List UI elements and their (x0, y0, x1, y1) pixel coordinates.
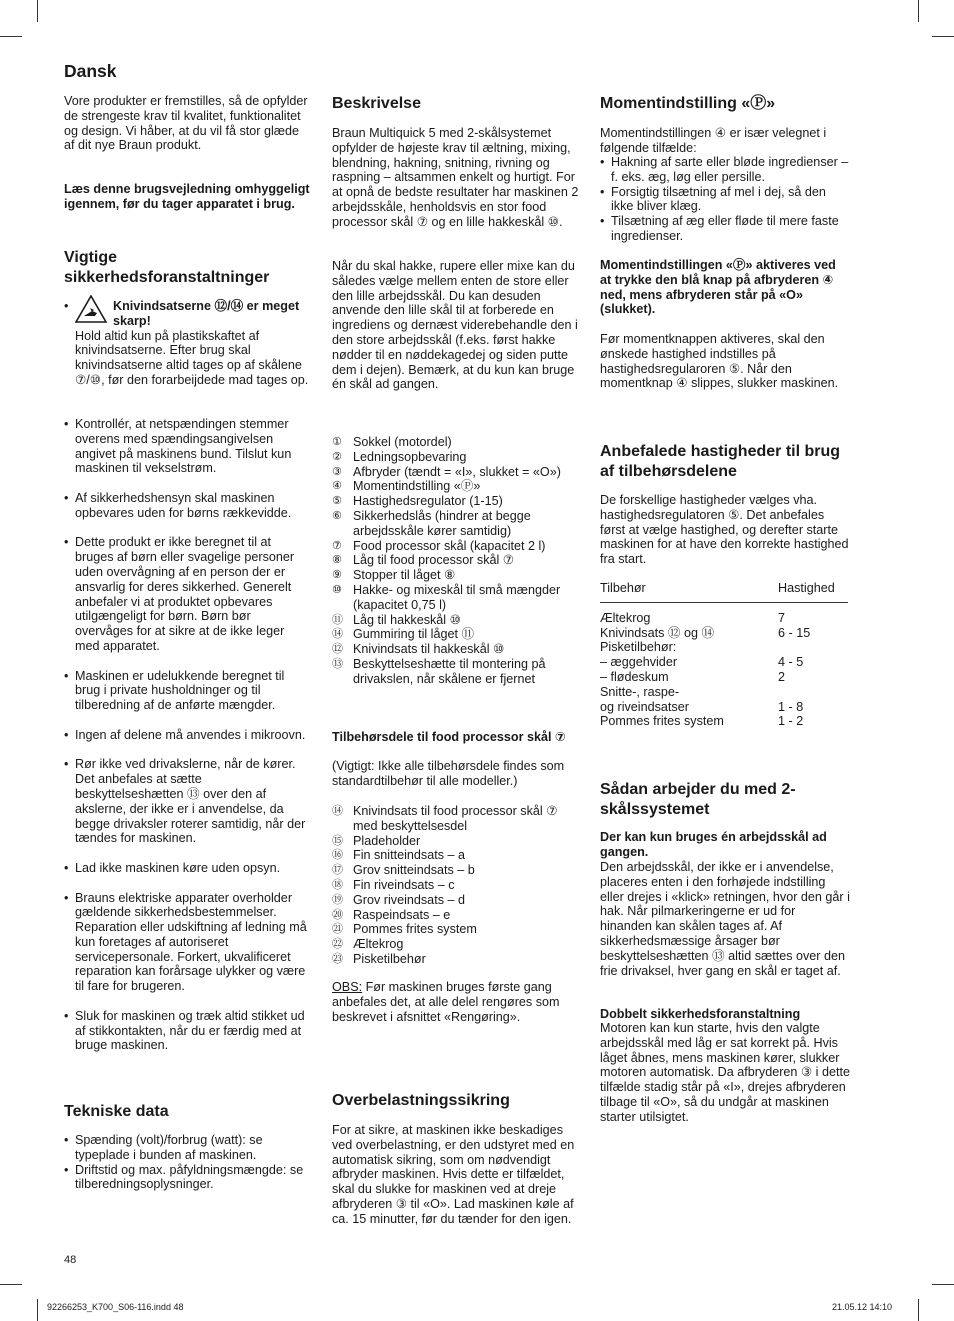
table-row: – æggehvider 4 - 5 (600, 655, 804, 670)
speed-heading: Anbefalede hastigheder til brug af tilbehørsdelene (600, 443, 841, 480)
page-number: 48 (64, 1254, 77, 1266)
list-item: ⑨ Stopper til låget ⑧ (332, 568, 456, 583)
crop-mark (0, 1284, 22, 1285)
accessories-note: (Vigtigt: Ikke alle tilbehørsdele findes som standardtilbehør til alle modeller.) (332, 759, 565, 788)
obs-note (332, 980, 580, 1024)
table-row: Pisketilbehør: (600, 640, 677, 655)
warning-text: Hold altid kun på plastikskaftet af knivindsatserne. Efter brug skal knivindsatserne altid tages op af skålene ⑦/⑩, før den forarbeijdede mad tages op. (75, 328, 309, 387)
list-item: ⑱ Fin riveindsats – c (332, 877, 455, 892)
obs-label: OBS: (332, 980, 363, 994)
description-text-2: Når du skal hakke, rupere eller mixe kan du således vælge mellem enten de store eller den lille arbejdsskål. Du kan desuden anvende den lille skål til at forberede en ingrediens og dernæst viderebehandle den i den store arbejdsskål (f.eks. først hakke nødder til en nøddekagedej og siden putte dem i dejen). Bemærk, at du kun kan bruge én skål ad gangen. (332, 259, 578, 392)
table-row: Æltekrog 7 (600, 610, 786, 625)
list-item: • Af sikkerhedshensyn skal maskinen opbevares uden for børns rækkevidde. (64, 491, 312, 521)
list-item: • Ingen af delene må anvendes i mikroovn. (64, 728, 312, 743)
overload-heading: Overbelastningssikring (332, 1092, 510, 1109)
accessory-list (332, 804, 580, 967)
file-info: 92266253_K700_S06-116.indd 48 (47, 1302, 184, 1312)
date-info: 21.05.12 14:10 (832, 1302, 893, 1312)
warning-title: Knivindsatserne ⑫/⑭ er meget skarp! (113, 299, 300, 328)
warning-triangle-icon (75, 295, 107, 323)
list-item: ⑤ Hastighedsregulator (1-15) (332, 494, 503, 509)
list-item: • Rør ikke ved drivakslerne, når de kører. Det anbefales at sætte beskyttelseshætten ⑬ over den af akslerne, der ikke er i anvendelse, da begge drivaksler roterer samtidig, når der tændes for maskinen. (64, 757, 312, 846)
double-safety-heading: Dobbelt sikkerhedsforanstaltning (600, 1007, 801, 1021)
list-item: ⑪ Låg til hakkeskål ⑩ (332, 612, 461, 627)
list-item: ② Ledningsopbevaring (332, 449, 467, 464)
list-item: • Lad ikke maskinen køre uden opsyn. (64, 861, 312, 876)
moment-intro: Momentindstillingen ④ er især velegnet i følgende tilfælde: (600, 126, 827, 155)
list-item: ⑮ Pladeholder (332, 833, 421, 848)
safety-heading: Vigtige sikkerhedsforanstaltninger (64, 249, 270, 286)
moment-text: Før momentknappen aktiveres, skal den ønskede hastighed indstilles på hastighedsregularoren ⑤. Når den momentknap ④ slippes, slukker maskinen. (600, 332, 839, 391)
list-item: ⑩ Hakke- og mixeskål til små mængder (kapacitet 0,75 l) (332, 582, 561, 612)
double-safety-text: Motoren kan kun starte, hvis den valgte arbejdsskål med låg er sat korrekt på. Hvis låget åbnes, mens maskinen kører, slukker motoren automatisk. Da afbryderen ③ i dette tilfælde stadig står på «I», drejes afbryderen tilbage til «O», så du undgår at maskinen starter utilsigtet. (600, 1021, 850, 1124)
crop-mark (37, 1299, 38, 1321)
list-item: • Kontrollér, at netspændingen stemmer overens med spændingsangivelsen angivet på maskinens bund. Tilslut kun maskinen til vekselstrøm. (64, 417, 312, 476)
list-item: ⑲ Grov riveindsats – d (332, 892, 465, 907)
speed-table (600, 581, 848, 729)
list-item: • Forsigtig tilsætning af mel i dej, så den ikke bliver klæg. (600, 185, 850, 215)
tech-heading: Tekniske data (64, 1103, 169, 1120)
read-notice: Læs denne brugsvejledning omhyggeligt igennem, før du tager apparatet i brug. (64, 182, 310, 211)
list-item: ⑫ Knivindsats til hakkeskål ⑩ (332, 642, 505, 657)
crop-mark (932, 1284, 954, 1285)
crop-mark (918, 0, 919, 22)
list-item: ⑳ Raspeindsats – e (332, 907, 451, 922)
crop-mark (918, 1299, 919, 1321)
list-item: ⑬ Beskyttelseshætte til montering på drivakslen, når skålene er fjernet (332, 656, 546, 686)
list-item: • Sluk for maskinen og træk altid stikket ud af stikkontakten, når du er færdig med at bruge maskinen. (64, 1009, 312, 1053)
column-header-speed: Hastighed (778, 581, 848, 602)
list-item: ④ Momentindstilling «Ⓟ» (332, 479, 481, 494)
parts-list (332, 435, 580, 687)
list-item: • Hakning af sarte eller bløde ingredienser – f. eks. æg, løg eller persille. (600, 155, 850, 185)
table-row: og riveindsatser 1 - 8 (600, 699, 804, 714)
table-row: Snitte-, raspe- (600, 684, 680, 699)
list-item: • Maskinen er udelukkende beregnet til brug i private husholdninger og til tilberedning af de anførte mængder. (64, 669, 312, 713)
table-row: – flødeskum 2 (600, 669, 786, 684)
list-item: • Brauns elektriske apparater overholder gældende sikkerhedsbestemmelser. Reparation eller udskiftning af ledning må kun foretages af autoriseret servicepersonale. Forkert, ukvalificeret reparation kan forårsage ulykker og være til fare for brugeren. (64, 891, 312, 995)
list-item: ③ Afbryder (tændt = «I», slukket = «O») (332, 464, 561, 479)
accessories-heading: Tilbehørsdele til food processor skål ⑦ (332, 730, 566, 744)
list-item: ㉓ Pisketilbehør (332, 951, 426, 966)
moment-heading: Momentindstilling «Ⓟ» (600, 95, 776, 112)
obs-text: Før maskinen bruges første gang anbefales det, at alle delel rengøres som beskrevet i afsnittet «Rengøring». (332, 980, 560, 1024)
list-item: ⑰ Grov snitteindsats – b (332, 863, 475, 878)
speed-text: De forskellige hastigheder vælges vha. hastighedsregulatoren ⑤. Det anbefales først at vælge hastighed, og derefter starte maskinen for at have den korrekte hastighed fra start. (600, 493, 849, 567)
list-item: • Tilsætning af æg eller fløde til mere faste ingredienser. (600, 214, 850, 244)
table-row: Pommes frites system 1 - 2 (600, 714, 804, 729)
tech-list (64, 1133, 312, 1192)
list-item: • Spænding (volt)/forbrug (watt): se typeplade i bunden af maskinen. (64, 1133, 312, 1163)
crop-mark (0, 36, 22, 37)
page-title: Dansk (64, 61, 117, 81)
list-item: ① Sokkel (motordel) (332, 435, 452, 449)
list-item: ⑦ Food processor skål (kapacitet 2 l) (332, 538, 546, 553)
warning-item: • Knivindsatserne ⑫/⑭ er meget skarp! Hold altid kun på plastikskaftet af knivindsatserne. Efter brug skal knivindsatserne altid tages op af skålene ⑦/⑩, før den forarbeijdede mad tages op. (64, 299, 312, 388)
work-text: Den arbejdsskål, der ikke er i anvendelse, placeres enten i den forhøjede indstilling eller drejes i «klick» retningen, hvor den går i hak. Når pilmarkeringerne er ud for hinanden kan skålen tages af. Af sikkerhedsmæssige årsager bør beskyttelseshætten ⑬ altid sættes over den frie drivaksel, hver gang en skål er taget af. (600, 860, 850, 978)
work-heading: Sådan arbejder du med 2-skålssystemet (600, 781, 796, 818)
list-item: • Driftstid og max. påfyldningsmængde: se tilberedningsoplysninger. (64, 1163, 312, 1193)
list-item: ⑭ Knivindsats til food processor skål ⑦ med beskyttelsesdel (332, 804, 558, 833)
column-header-accessory: Tilbehør (600, 581, 778, 602)
moment-list (600, 155, 850, 244)
description-heading: Beskrivelse (332, 95, 421, 112)
safety-list (64, 417, 312, 1053)
list-item: ⑥ Sikkerhedslås (hindrer at begge arbejdsskåle kører samtidig) (332, 508, 531, 538)
crop-mark (932, 36, 954, 37)
list-item: ㉒ Æltekrog (332, 937, 404, 952)
description-text: Braun Multiquick 5 med 2-skålsystemet opfylder de højeste krav til æltning, mixing, blendning, hakning, snitning, rivning og raspning – altsammen enkelt og hurtigt. For at opnå de bedste resultater har maskinen 2 arbejdsskåle, henholdsvis en stor food processor skål ⑦ og en lille hakkeskål ⑩. (332, 126, 579, 229)
list-item: ⑭ Gummiring til låget ⑪ (332, 627, 475, 642)
crop-mark (37, 0, 38, 22)
table-header (600, 581, 848, 602)
overload-text: For at sikre, at maskinen ikke beskadiges ved overbelastning, er den udstyret med en automatisk sikring, som om nødvendigt afbryder maskinen. Hvis dette er tilfældet, skal du slukke for maskinen ved at dreje afbryderen ③ til «O». Lad maskinen køle af ca. 15 minutter, før du tænder for den igen. (332, 1123, 575, 1226)
list-item: • Dette produkt er ikke beregnet til at bruges af børn eller svagelige personer uden overvågning af en person der er ansvarlig for deres sikkerhed. Generelt anbefaler vi at produktet opbevares utilgængeligt for børn. Børn bør overvåges for at sikre at de ikke leger med apparatet. (64, 535, 312, 653)
intro-text: Vore produkter er fremstilles, så de opfylder de strengeste krav til kvalitet, funktionalitet og design. Vi håber, at du vil få stor glæde af dit nye Braun produkt. (64, 94, 308, 153)
table-row: Knivindsats ⑫ og ⑭ 6 - 15 (600, 625, 811, 640)
list-item: ⑧ Låg til food processor skål ⑦ (332, 553, 515, 568)
list-item: ㉑ Pommes frites system (332, 922, 477, 937)
moment-activation: Momentindstillingen «Ⓟ» aktiveres ved at trykke den blå knap på afbryderen ④ ned, mens afbryderen står på «O» (slukket). (600, 258, 836, 317)
work-notice: Der kan kun bruges én arbejdsskål ad gangen. (600, 830, 827, 859)
list-item: ⑯ Fin snitteindsats – a (332, 848, 466, 863)
